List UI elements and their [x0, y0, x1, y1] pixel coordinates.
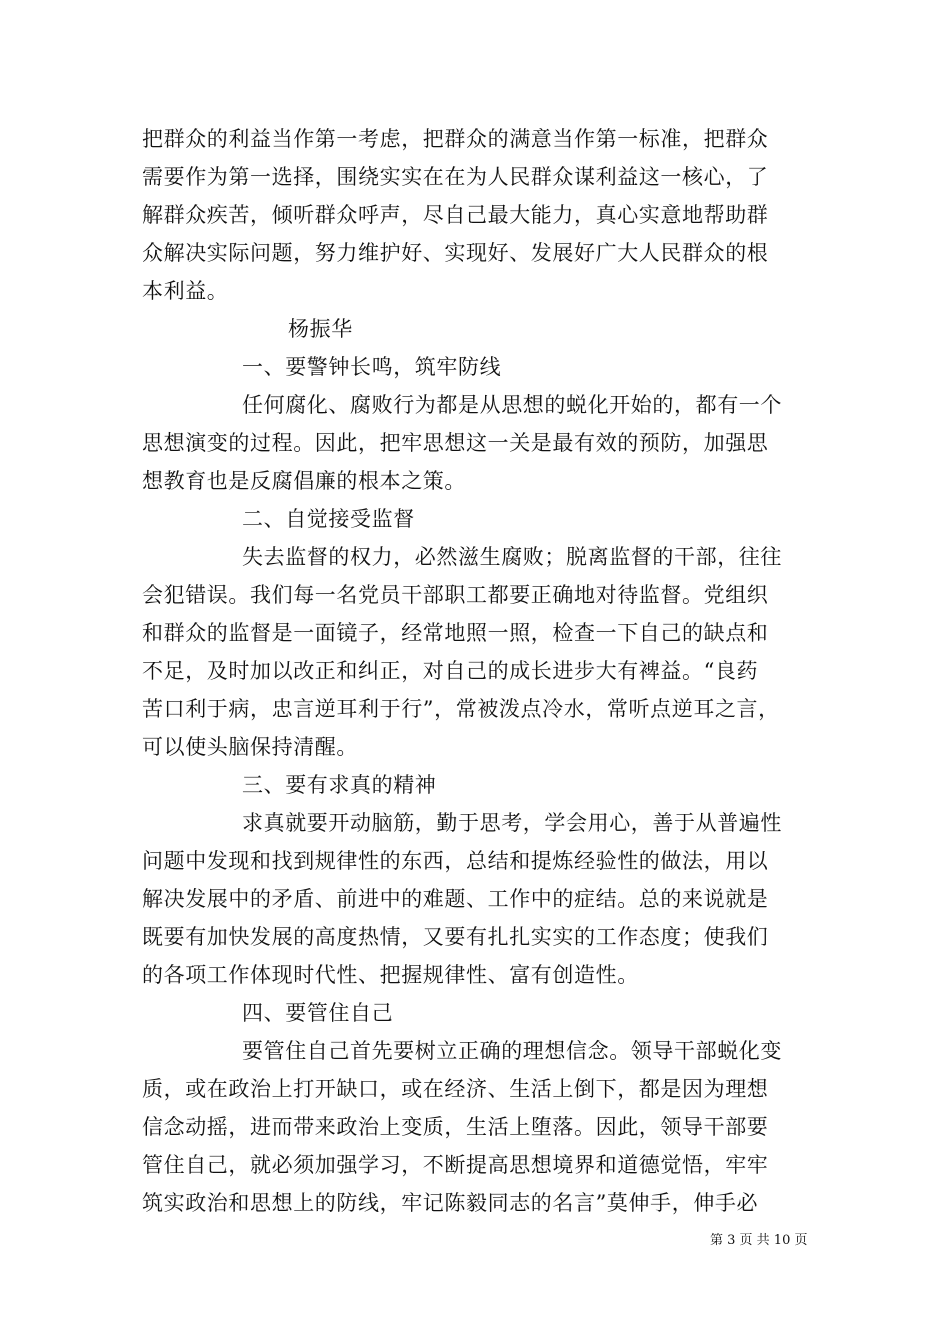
text-line: 思想演变的过程。因此，把牢思想这一关是最有效的预防，加强思	[142, 431, 769, 455]
section-heading: 四、要管住自己	[242, 1001, 394, 1025]
text-line: 管住自己，就必须加强学习，不断提高思想境界和道德觉悟，牢牢	[142, 1153, 769, 1177]
section-heading: 一、要警钟长鸣，筑牢防线	[242, 355, 502, 379]
text-line: 筑实政治和思想上的防线，牢记陈毅同志的名言”莫伸手，伸手必	[142, 1191, 759, 1215]
text-line: 任何腐化、腐败行为都是从思想的蜕化开始的，都有一个	[242, 393, 782, 417]
text-line: 会犯错误。我们每一名党员干部职工都要正确地对待监督。党组织	[142, 583, 769, 607]
text-line: 苦口利于病，忠言逆耳利于行”，常被泼点冷水，常听点逆耳之言，	[142, 697, 780, 721]
section-heading: 三、要有求真的精神	[242, 773, 437, 797]
text-line: 众解决实际问题，努力维护好、实现好、发展好广大人民群众的根	[142, 241, 769, 265]
text-line: 信念动摇，进而带来政治上变质，生活上堕落。因此，领导干部要	[142, 1115, 769, 1139]
text-line: 不足，及时加以改正和纠正，对自己的成长进步大有裨益。“良药	[142, 659, 759, 683]
text-line: 本利益。	[142, 279, 229, 303]
text-line: 和群众的监督是一面镜子，经常地照一照，检查一下自己的缺点和	[142, 621, 769, 645]
section-heading: 二、自觉接受监督	[242, 507, 415, 531]
text-line: 质，或在政治上打开缺口，或在经济、生活上倒下，都是因为理想	[142, 1077, 769, 1101]
text-line: 把群众的利益当作第一考虑，把群众的满意当作第一标准，把群众	[142, 127, 769, 151]
text-line: 既要有加快发展的高度热情，又要有扎扎实实的工作态度；使我们	[142, 925, 769, 949]
text-line: 问题中发现和找到规律性的东西，总结和提炼经验性的做法，用以	[142, 849, 769, 873]
text-line: 的各项工作体现时代性、把握规律性、富有创造性。	[142, 963, 639, 987]
text-line: 要管住自己首先要树立正确的理想信念。领导干部蜕化变	[242, 1039, 782, 1063]
document-body	[142, 120, 826, 1222]
text-line: 解群众疾苦，倾听群众呼声，尽自己最大能力，真心实意地帮助群	[142, 203, 769, 227]
text-line: 解决发展中的矛盾、前进中的难题、工作中的症结。总的来说就是	[142, 887, 769, 911]
text-line: 想教育也是反腐倡廉的根本之策。	[142, 469, 466, 493]
author-name: 杨振华	[288, 317, 353, 341]
text-line: 求真就要开动脑筋，勤于思考，学会用心，善于从普遍性	[242, 811, 782, 835]
page-number: 第 3 页 共 10 页	[710, 1233, 808, 1248]
text-line: 需要作为第一选择，围绕实实在在为人民群众谋利益这一核心，了	[142, 165, 769, 189]
text-line: 可以使头脑保持清醒。	[142, 735, 358, 759]
text-line: 失去监督的权力，必然滋生腐败；脱离监督的干部，往往	[242, 545, 782, 569]
